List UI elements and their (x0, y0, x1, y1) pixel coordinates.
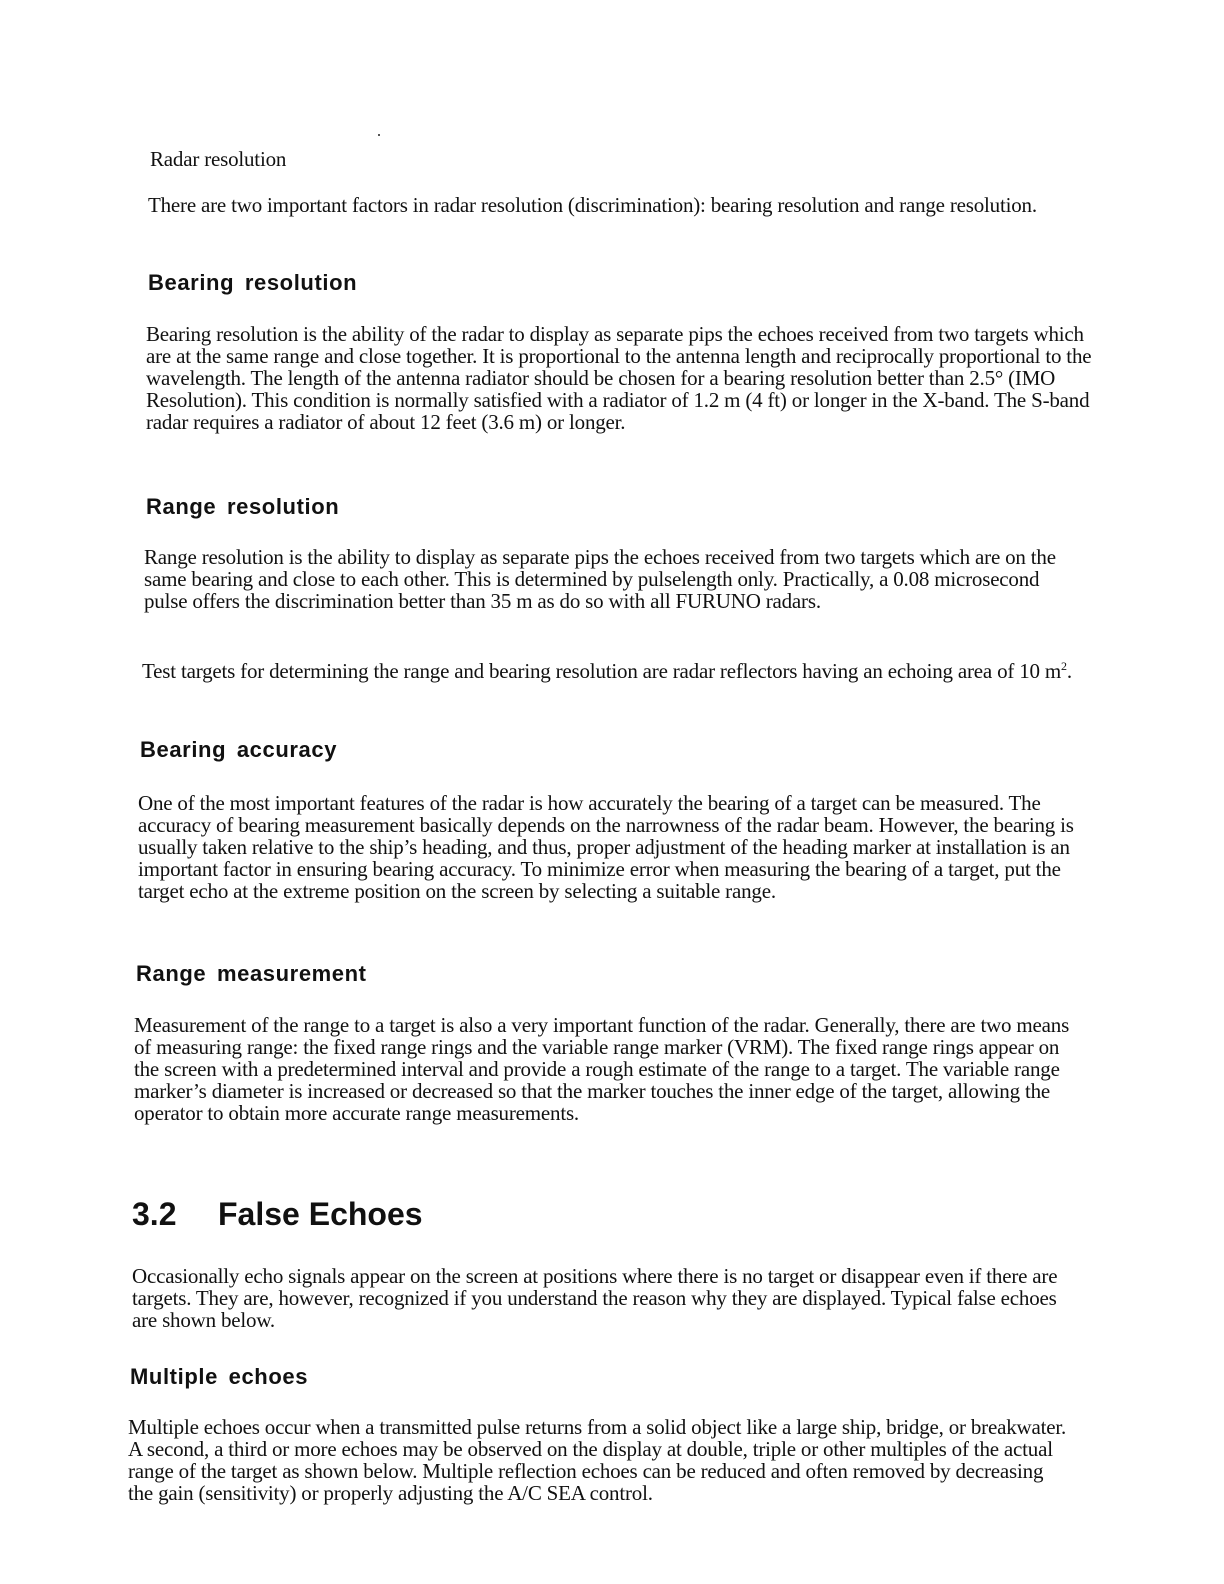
range-resolution-paragraph: Range resolution is the ability to display as separate pips the echoes received from two targets which are on the same bearing and close to each other. This is determined by pulselength only. Practically, a 0.08 microsecond pulse offers the discrimination better than 35 m as do so with all FURUNO radars. (144, 545, 1056, 613)
heading-bearing-resolution: Bearing resolution (148, 270, 358, 295)
range-measurement-paragraph: Measurement of the range to a target is also a very important function of the radar. Generally, there are two means of measuring range: the fixed range rings and the variable range marker (VRM). The fixed range rings appear on the screen with a predetermined interval and provide a rough estimate of the range to a target. The variable range marker’s diameter is increased or decreased so that the marker touches the inner edge of the target, allowing the operator to obtain more accurate range measurements. (134, 1013, 1070, 1125)
test-targets-text: Test targets for determining the range and bearing resolution are radar reflectors having an echoing area of 10 m (142, 659, 1061, 683)
section-number: 3.2 (132, 1196, 177, 1232)
test-targets-paragraph (142, 660, 1082, 682)
multiple-echoes-paragraph: Multiple echoes occur when a transmitted pulse returns from a solid object like a large ship, bridge, or breakwater. A second, a third or more echoes may be observed on the display at double, triple or other multiples of the actual range of the target as shown below. Multiple reflection echoes can be reduced and often removed by decreasing the gain (sensitivity) or properly adjusting the A/C SEA control. (128, 1415, 1067, 1505)
heading-bearing-accuracy: Bearing accuracy (140, 737, 338, 762)
section-heading-false-echoes (132, 1196, 423, 1233)
scan-speck (378, 134, 380, 136)
bearing-accuracy-paragraph: One of the most important features of the radar is how accurately the bearing of a target can be measured. The accuracy of bearing measurement basically depends on the narrowness of the radar beam. However, the bearing is usually taken relative to the ship’s heading, and thus, proper adjustment of the heading marker at installation is an important factor in ensuring bearing accuracy. To minimize error when measuring the bearing of a target, put the target echo at the extreme position on the screen by selecting a suitable range. (138, 791, 1074, 903)
heading-range-resolution: Range resolution (146, 494, 340, 519)
false-echoes-paragraph: Occasionally echo signals appear on the screen at positions where there is no target or disappear even if there are targets. They are, however, recognized if you understand the reason why they are displayed. Typical false echoes are shown below. (132, 1264, 1058, 1332)
section-title: False Echoes (218, 1196, 423, 1232)
bearing-resolution-paragraph: Bearing resolution is the ability of the radar to display as separate pips the echoes received from two targets which are at the same range and close together. It is proportional to the antenna length and reciprocally proportional to the wavelength. The length of the antenna radiator should be chosen for a bearing resolution better than 2.5° (IMO Resolution). This condition is normally satisfied with a radiator of 1.2 m (4 ft) or longer in the X-band. The S-band radar requires a radiator of about 12 feet (3.6 m) or longer. (146, 322, 1092, 434)
test-targets-end: . (1066, 659, 1072, 683)
heading-range-measurement: Range measurement (136, 961, 367, 986)
intro-paragraph: There are two important factors in radar resolution (discrimination): bearing resolution and range resolution. (148, 193, 1037, 217)
heading-multiple-echoes: Multiple echoes (130, 1364, 309, 1389)
page-label: Radar resolution (150, 147, 287, 171)
superscript-2: 2 (1061, 659, 1067, 673)
